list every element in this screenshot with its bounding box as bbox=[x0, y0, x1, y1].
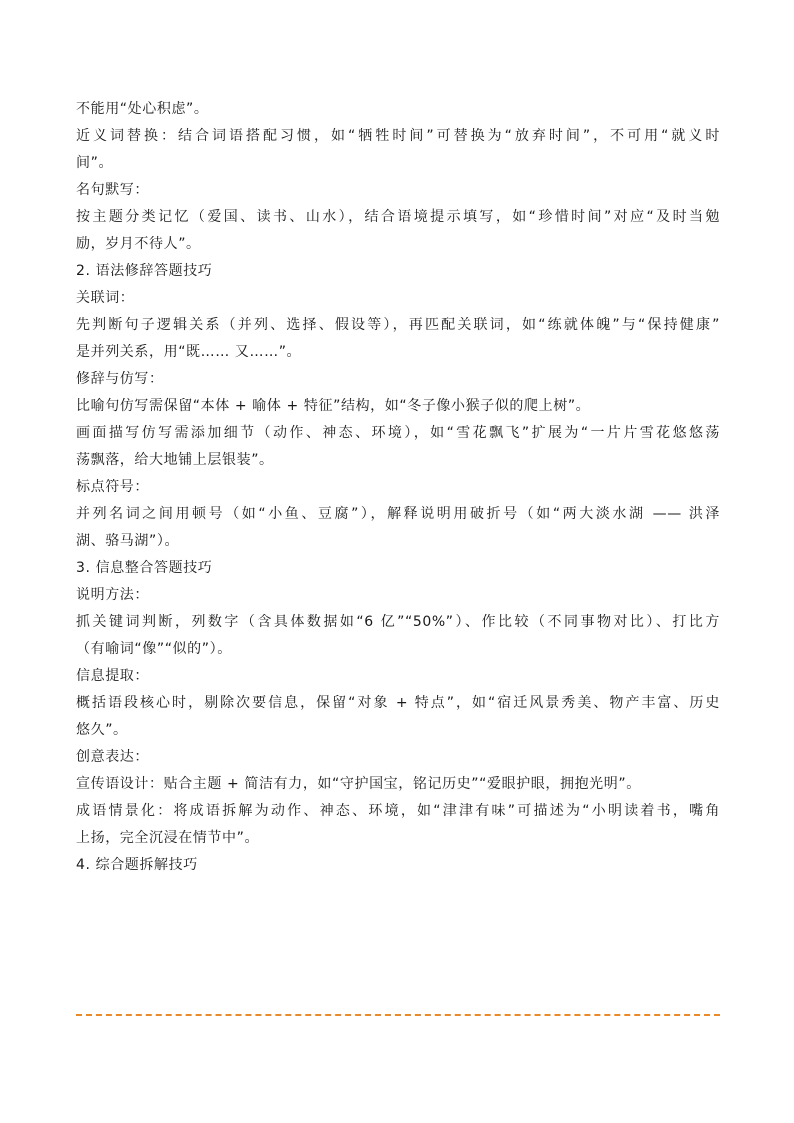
subheading: 关联词： bbox=[76, 290, 135, 306]
paragraph-line: （有喻词“像”“似的”）。 bbox=[76, 641, 232, 657]
subheading: 名句默写： bbox=[76, 182, 149, 198]
paragraph-line: 上扬，完全沉浸在情节中”。 bbox=[76, 830, 260, 846]
paragraph-line: 成语情景化：将成语拆解为动作、神态、环境，如“津津有味”可描述为“小明读着书，嘴角 bbox=[76, 803, 720, 819]
text-line: 宣传语设计：贴合主题 + 简洁有力，如“守护国宝，铭记历史”“爱眼护眼，拥抱光明”。 bbox=[76, 776, 641, 792]
paragraph bbox=[76, 501, 720, 555]
subheading: 说明方法： bbox=[76, 587, 149, 603]
section-heading: 4. 综合题拆解技巧 bbox=[76, 857, 198, 873]
paragraph-line: 间”。 bbox=[76, 155, 114, 171]
paragraph-line: 按主题分类记忆（爱国、读书、山水），结合语境提示填写，如“珍惜时间”对应“及时当勉 bbox=[76, 209, 720, 225]
dashed-divider bbox=[76, 1014, 720, 1016]
subheading: 修辞与仿写： bbox=[76, 371, 164, 387]
subheading: 信息提取： bbox=[76, 668, 149, 684]
subheading: 创意表达： bbox=[76, 749, 149, 765]
paragraph-line: 抓关键词判断，列数字（含具体数据如“6 亿”“50%”）、作比较（不同事物对比）、打比方 bbox=[76, 614, 720, 630]
paragraph bbox=[76, 312, 720, 366]
paragraph-line: 励，岁月不待人”。 bbox=[76, 236, 201, 252]
paragraph-line: 画面描写仿写需添加细节（动作、神态、环境），如“雪花飘飞”扩展为“一片片雪花悠悠荡 bbox=[76, 425, 720, 441]
paragraph-line: 荡飘落，给大地铺上层银装”。 bbox=[76, 452, 274, 468]
paragraph bbox=[76, 609, 720, 663]
section-heading: 3. 信息整合答题技巧 bbox=[76, 560, 213, 576]
paragraph-line: 先判断句子逻辑关系（并列、选择、假设等），再匹配关联词，如“练就体魄”与“保持健康” bbox=[76, 317, 720, 333]
paragraph-line: 近义词替换：结合词语搭配习惯，如“牺牲时间”可替换为“放弃时间”，不可用“就义时 bbox=[76, 128, 720, 144]
paragraph-line: 概括语段核心时，剔除次要信息，保留“对象 + 特点”，如“宿迁风景秀美、物产丰富、历史 bbox=[76, 695, 720, 711]
document-body bbox=[76, 96, 720, 879]
section-heading: 2. 语法修辞答题技巧 bbox=[76, 263, 213, 279]
paragraph-line: 是并列关系，用“既…… 又……”。 bbox=[76, 344, 302, 360]
paragraph-line: 湖、骆马湖”）。 bbox=[76, 533, 180, 549]
paragraph bbox=[76, 420, 720, 474]
text-line: 比喻句仿写需保留“本体 + 喻体 + 特征”结构，如“冬子像小猴子似的爬上树”。 bbox=[76, 398, 591, 414]
text-line: 不能用“处心积虑”。 bbox=[76, 101, 209, 117]
paragraph-line: 悠久”。 bbox=[76, 722, 128, 738]
paragraph bbox=[76, 204, 720, 258]
paragraph-line: 并列名词之间用顿号（如“小鱼、豆腐”），解释说明用破折号（如“两大淡水湖 —— 洪泽 bbox=[76, 506, 720, 522]
paragraph bbox=[76, 123, 720, 177]
paragraph bbox=[76, 690, 720, 744]
paragraph bbox=[76, 798, 720, 852]
subheading: 标点符号： bbox=[76, 479, 149, 495]
